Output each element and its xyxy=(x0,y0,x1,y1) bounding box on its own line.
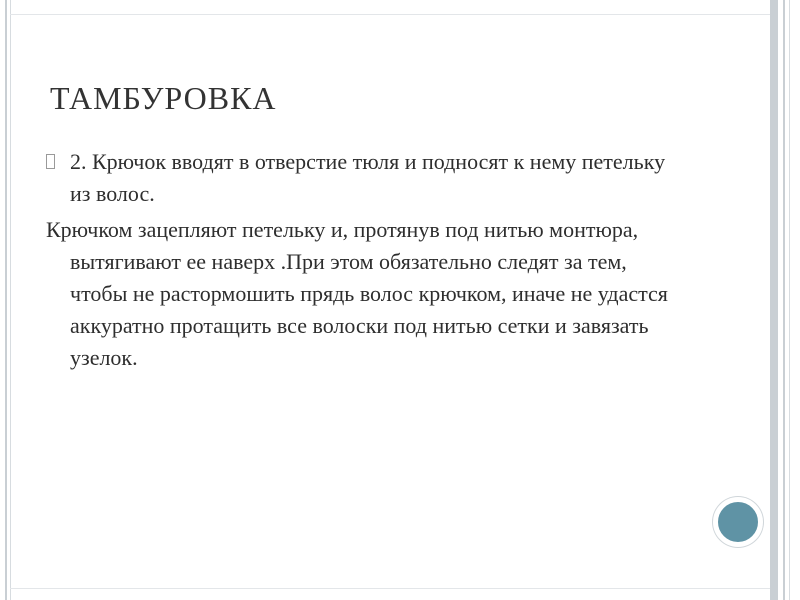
bullet-text: 2. Крючок вводят в отверстие тюля и подносят к нему петельку из волос. xyxy=(70,149,666,206)
body-paragraph: Крючком зацепляют петельку и, протянув под нитью монтюра, вытягивают ее наверх .При этом обязательно следят за тем, чтобы не растормошить прядь волос крючком, иначе не удастся аккуратно протащить все волоски под нитью сетки и завязать узелок. xyxy=(46,217,668,370)
frame-top-line xyxy=(10,14,770,15)
bullet-item xyxy=(46,146,686,210)
frame-right-line-2 xyxy=(789,0,790,600)
slide-content xyxy=(46,146,686,374)
frame-left-outer-line xyxy=(5,0,7,600)
circle-decor-icon xyxy=(713,497,763,547)
slide-title: ТАМБУРОВКА xyxy=(50,80,277,116)
frame-right-bar xyxy=(770,0,778,600)
frame-right-line-1 xyxy=(783,0,785,600)
square-bullet-icon xyxy=(46,154,55,169)
frame-left-inner-line xyxy=(10,0,11,600)
frame-bottom-line xyxy=(10,588,770,589)
